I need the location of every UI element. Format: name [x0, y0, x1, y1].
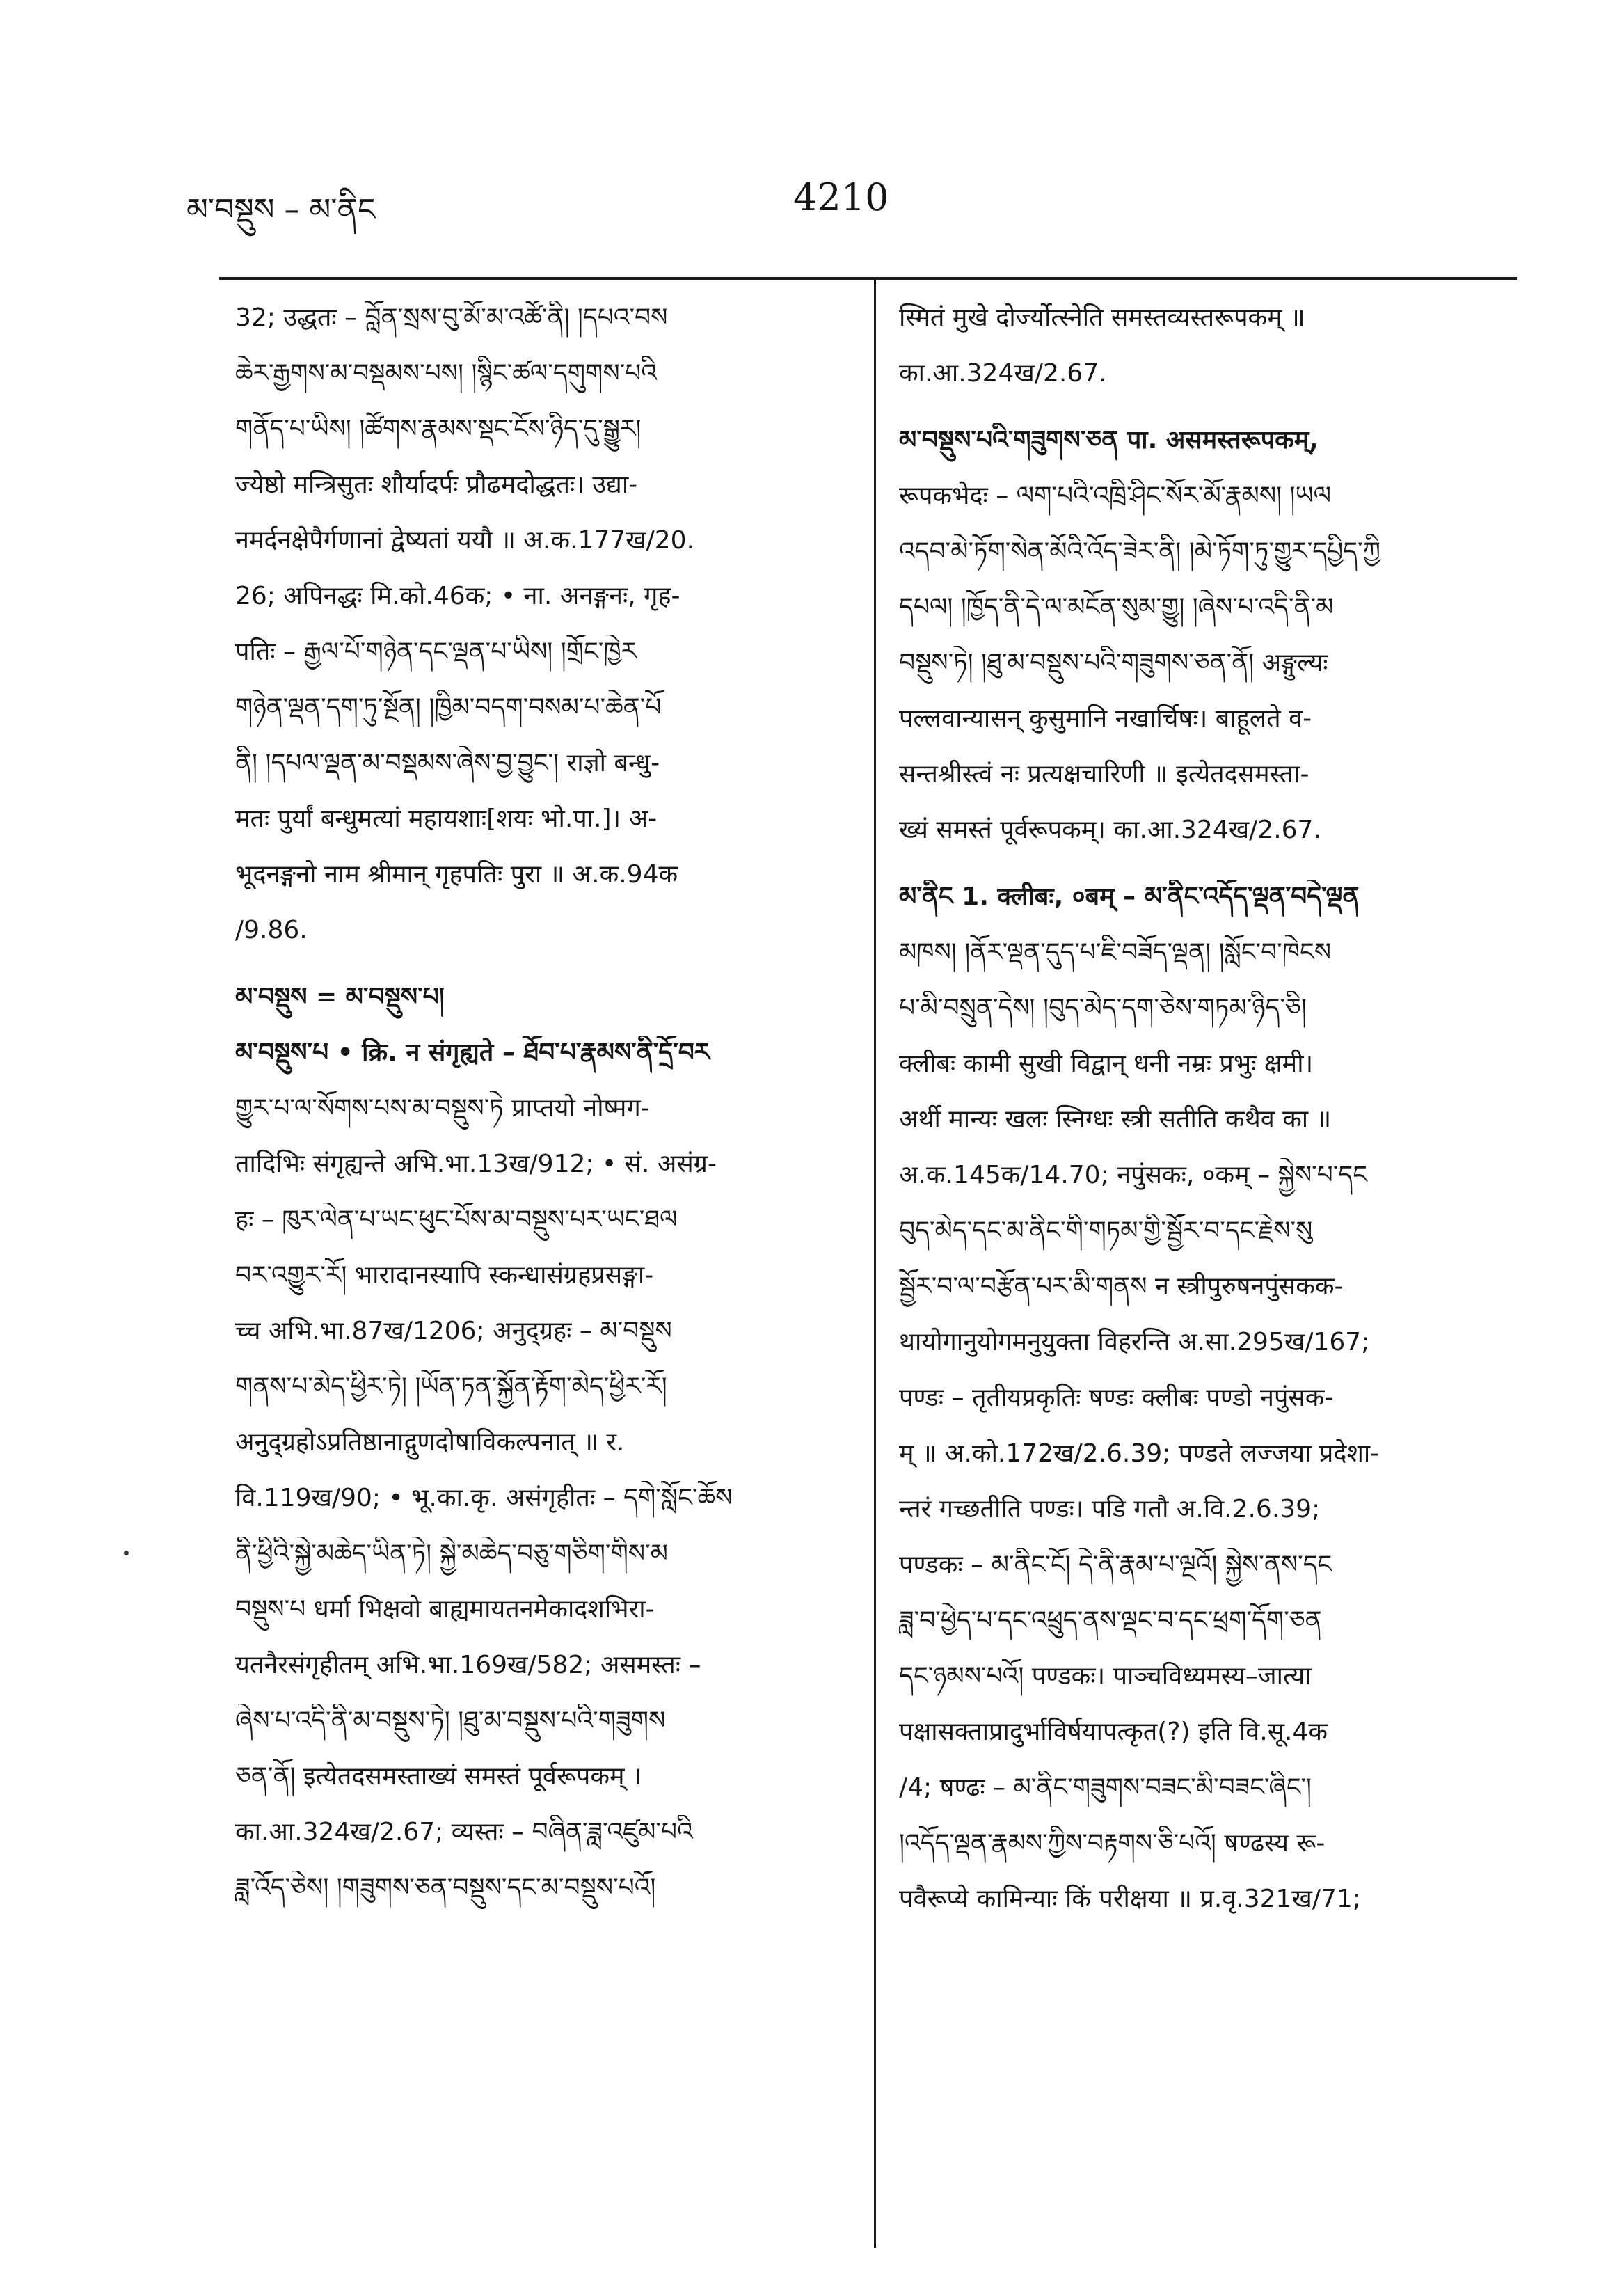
- text-line: 32; उद्धतः – བློན་སྲས་བུ་མོ་མ་འཚོ་ནི། །དཔའ་བས: [235, 303, 668, 332]
- text-line: यतनैरसंगृहीतम् अभि.भा.169ख/582; असमस्तः –: [235, 1651, 701, 1679]
- text-line: का.आ.324ख/2.67.: [899, 359, 1107, 388]
- text-line: पण्डः – तृतीयप्रकृतिः षण्डः क्लीबः पण्डो नपुंसक-: [899, 1384, 1334, 1412]
- text-line: रूपकभेदः – ལག་པའི་འཁྲི་ཤིང་སོར་མོ་རྣམས། །ཡལ: [899, 482, 1332, 510]
- text-line: དཔལ། །ཁྱོད་ནི་དེ་ལ་མངོན་སུམ་གྱུ། །ཞེས་པ་འདི་ནི་མ: [899, 593, 1334, 621]
- text-line: च्च अभि.भा.87ख/1206; अनुद्ग्रहः – མ་བསྡུས: [235, 1317, 672, 1345]
- entry-headword-line: མ་བསྡུས་པའི་གཟུགས་ཅན पा. असमस्तरूपकम्,: [899, 426, 1319, 454]
- text-line: གནས་པ་མེད་ཕྱིར་ཏེ། །ཡོན་ཏན་སྐྱོན་རྟོག་མེད་ཕྱིར་རོ།: [235, 1372, 667, 1401]
- text-line: ख्यं समस्तं पूर्वरूपकम्। का.आ.324ख/2.67.: [899, 816, 1321, 844]
- text-line: तादिभिः संगृह्यन्ते अभि.भा.13ख/912; • सं. असंग्र-: [235, 1150, 717, 1178]
- text-line: ནི་ཕྱིའི་སྐྱེ་མཆེད་ཡིན་ཏེ། སྐྱེ་མཆེད་བཅུ་གཅིག་གིས་མ: [235, 1539, 668, 1568]
- text-line: थायोगानुयोगमनुयुक्ता विहरन्ति अ.सा.295ख/167;: [899, 1328, 1370, 1356]
- text-line: །འདོད་ལྡན་རྣམས་ཀྱིས་བརྟགས་ཅི་པའོ། षण्ढस्य रू-: [899, 1829, 1326, 1858]
- text-line: གྱུར་པ་ལ་སོགས་པས་མ་བསྡུས་ཏེ प्राप्तयो नोष्मग-: [235, 1094, 650, 1123]
- text-line: म् ॥ अ.को.172ख/2.6.39; पण्डते लज्जया प्रदेशा-: [899, 1439, 1380, 1468]
- text-line: ཟླ་འོད་ཅེས། །གཟུགས་ཅན་བསྡུས་དང་མ་བསྡུས་པའོ།: [235, 1874, 656, 1902]
- text-line: ཞེས་པ་འདི་ནི་མ་བསྡུས་ཏེ། །ཐུ་མ་བསྡུས་པའི་གཟུགས: [235, 1706, 666, 1735]
- entry-headword-line: མ་བསྡུས་པ • क्रि. न संगृह्यते – ཐོབ་པ་རྣམས་ནི་དྲོ་བར: [235, 1038, 710, 1067]
- left-column: [235, 301, 844, 1926]
- text-line: ज्येष्ठो मन्त्रिसुतः शौर्यादर्पः प्रौढमदोद्धतः। उद्या-: [235, 470, 638, 499]
- column-divider: [874, 280, 876, 2248]
- text-line: པ་མི་བསྲུན་དེས། །བུད་མེད་དག་ཅེས་གཏམ་ཉིད་ཅི།: [899, 994, 1307, 1022]
- text-line: सन्तश्रीस्त्वं नः प्रत्यक्षचारिणी ॥ इत्येतदसमस्ता-: [899, 760, 1309, 789]
- text-line: न्तरं गच्छतीति पण्डः। पडि गतौ अ.वि.2.6.39;: [899, 1495, 1321, 1523]
- right-column: [899, 301, 1522, 1938]
- text-line: ཟླ་བ་ཕྱེད་པ་དང་འཕྲུད་ནས་ལྡང་བ་དང་ཕྲག་དོག་ཅན: [899, 1606, 1322, 1635]
- text-line: དང་ཉམས་པའོ། पण्डकः। पाञ्चविध्यमस्य–जात्या: [899, 1662, 1312, 1690]
- text-line: अ.क.145क/14.70; नपुंसकः, ०कम् – སྐྱེས་པ་དང: [899, 1161, 1367, 1189]
- text-line: 26; अपिनद्धः मि.को.46क; • ना. अनङ्गनः, गृह-: [235, 582, 680, 610]
- text-line: /4; षण्ढः – མ་ནིང་གཟུགས་བཟང་མི་བཟང་ཞིང་།: [899, 1773, 1312, 1802]
- text-line: གཉེན་ལྡན་དག་ཏུ་སྔོན། །ཁྱིམ་བདག་བསམ་པ་ཆེན་པོ: [235, 693, 662, 722]
- text-line: བསྡུས་པ धर्मा भिक्षवो बाह्यमायतनमेकादशभिरा-: [235, 1595, 655, 1624]
- text-line: /9.86.: [235, 916, 308, 944]
- text-line: अनुद्ग्रहोऽप्रतिष्ठानाद्गुणदोषाविकल्पनात् ॥ र.: [235, 1428, 625, 1457]
- text-line: བར་འགྱུར་རོ། भारादानस्यापि स्कन्धासंग्रहप्रसङ्गा-: [235, 1261, 654, 1290]
- text-line: पण्डकः – མ་ནིང་ངོ། དེ་ནི་རྣམ་པ་ལྔའོ། སྐྱེས་ནས་དང: [899, 1551, 1332, 1579]
- text-line: གནོད་པ་ཡིས། །ཚོགས་རྣམས་སྡང་ངོས་ཉིད་དུ་སྒྱུར།: [235, 415, 642, 443]
- text-line: འདབ་མེ་ཏོག་སེན་མོའི་འོད་ཟེར་ནི། །མེ་ཏོག་ཏུ་གྱུར་དཔྱིད་ཀྱི: [899, 537, 1380, 566]
- text-line: पतिः – རྒྱལ་པོ་གཉེན་དང་ལྡན་པ་ཡིས། །གྲོང་ཁྱེར: [235, 637, 637, 666]
- text-line: ཅན་ནོ། इत्येतदसमस्ताख्यं समस्तं पूर्वरूपकम् ।: [235, 1762, 642, 1791]
- text-line: क्लीबः कामी सुखी विद्वान् धनी नम्रः प्रभुः क्षमी।: [899, 1050, 1314, 1078]
- text-line: हः – ཁུར་ལེན་པ་ཡང་ཕུང་པོས་མ་བསྡུས་པར་ཡང་ཐལ: [235, 1205, 678, 1234]
- text-line: पवैरूप्ये कामिन्याः किं परीक्षया ॥ प्र.वृ.321ख/71;: [899, 1885, 1361, 1913]
- text-line: स्मितं मुखे दोर्ज्योत्स्नेति समस्तव्यस्तरूपकम् ॥: [899, 303, 1305, 332]
- text-line: भूदनङ्गनो नाम श्रीमान् गृहपतिः पुरा ॥ अ.क.94क: [235, 860, 678, 889]
- text-line: पक्षासक्ताप्रादुर्भाविर्षयापत्कृत(?) इति वि.सू.4क: [899, 1718, 1328, 1746]
- text-line: མཁས། །ནོར་ལྡན་དུད་པ་ཇི་བཟོད་ལྡན། །སློང་བ་ཁེངས: [899, 938, 1331, 967]
- text-line: वि.119ख/90; • भू.का.कृ. असंगृहीतः – དགེ་སློང་ཆོས: [235, 1484, 733, 1512]
- text-line: पल्लवान्यासन् कुसुमानि नखार्चिषः। बाहूलते व-: [899, 704, 1312, 733]
- text-line: ནི། །དཔལ་ལྡན་མ་བསྡམས་ཞེས་བྱ་བྱུང་། राज्ञो बन्धु-: [235, 749, 660, 777]
- text-line: का.आ.324ख/2.67; व्यस्तः – བཞིན་ཟླ་འཛུམ་པའི: [235, 1818, 693, 1846]
- text-line: བསྡུས་ཏེ། །ཐུ་མ་བསྡུས་པའི་གཟུགས་ཅན་ནོ། अङ्गुल्यः: [899, 649, 1328, 677]
- text-line: སྦྱོར་བ་ལ་བརྩོན་པར་མི་གནས न स्त्रीपुरुषनपुंसकक-: [899, 1272, 1344, 1301]
- text-line: नमर्दनक्षेपैर्गणानां द्वेष्यतां ययौ ॥ अ.क.177ख/20.: [235, 526, 694, 555]
- text-line: ཆེར་རྒྱགས་མ་བསྡམས་པས། །སྙིང་ཚལ་དགུགས་པའི: [235, 359, 658, 388]
- entry-headword-line: མ་ནིང 1. क्लीबः, ०बम् – མ་ནིང་འདོད་ལྡན་བདེ་ལྡན: [899, 882, 1360, 911]
- entry-headword-cross-reference: མ་བསྡུས = མ་བསྡུས་པ།: [235, 983, 445, 1011]
- margin-speck: [124, 1551, 129, 1555]
- text-line: བུད་མེད་དང་མ་ནིང་གི་གཏམ་གྱི་སྦྱོར་བ་དང་རྗེས་སུ: [899, 1217, 1313, 1245]
- text-line: मतः पुर्यां बन्धुमत्यां महायशाः[शयः भो.पा.]। अ-: [235, 805, 658, 833]
- page-number: 4210: [793, 175, 889, 219]
- running-header-headwords: མ་བསྡུས – མ་ནིང: [186, 192, 376, 228]
- text-line: अर्थी मान्यः खलः स्निग्धः स्त्री सतीति कथैव का ॥: [899, 1105, 1332, 1134]
- header-rule: [219, 277, 1517, 280]
